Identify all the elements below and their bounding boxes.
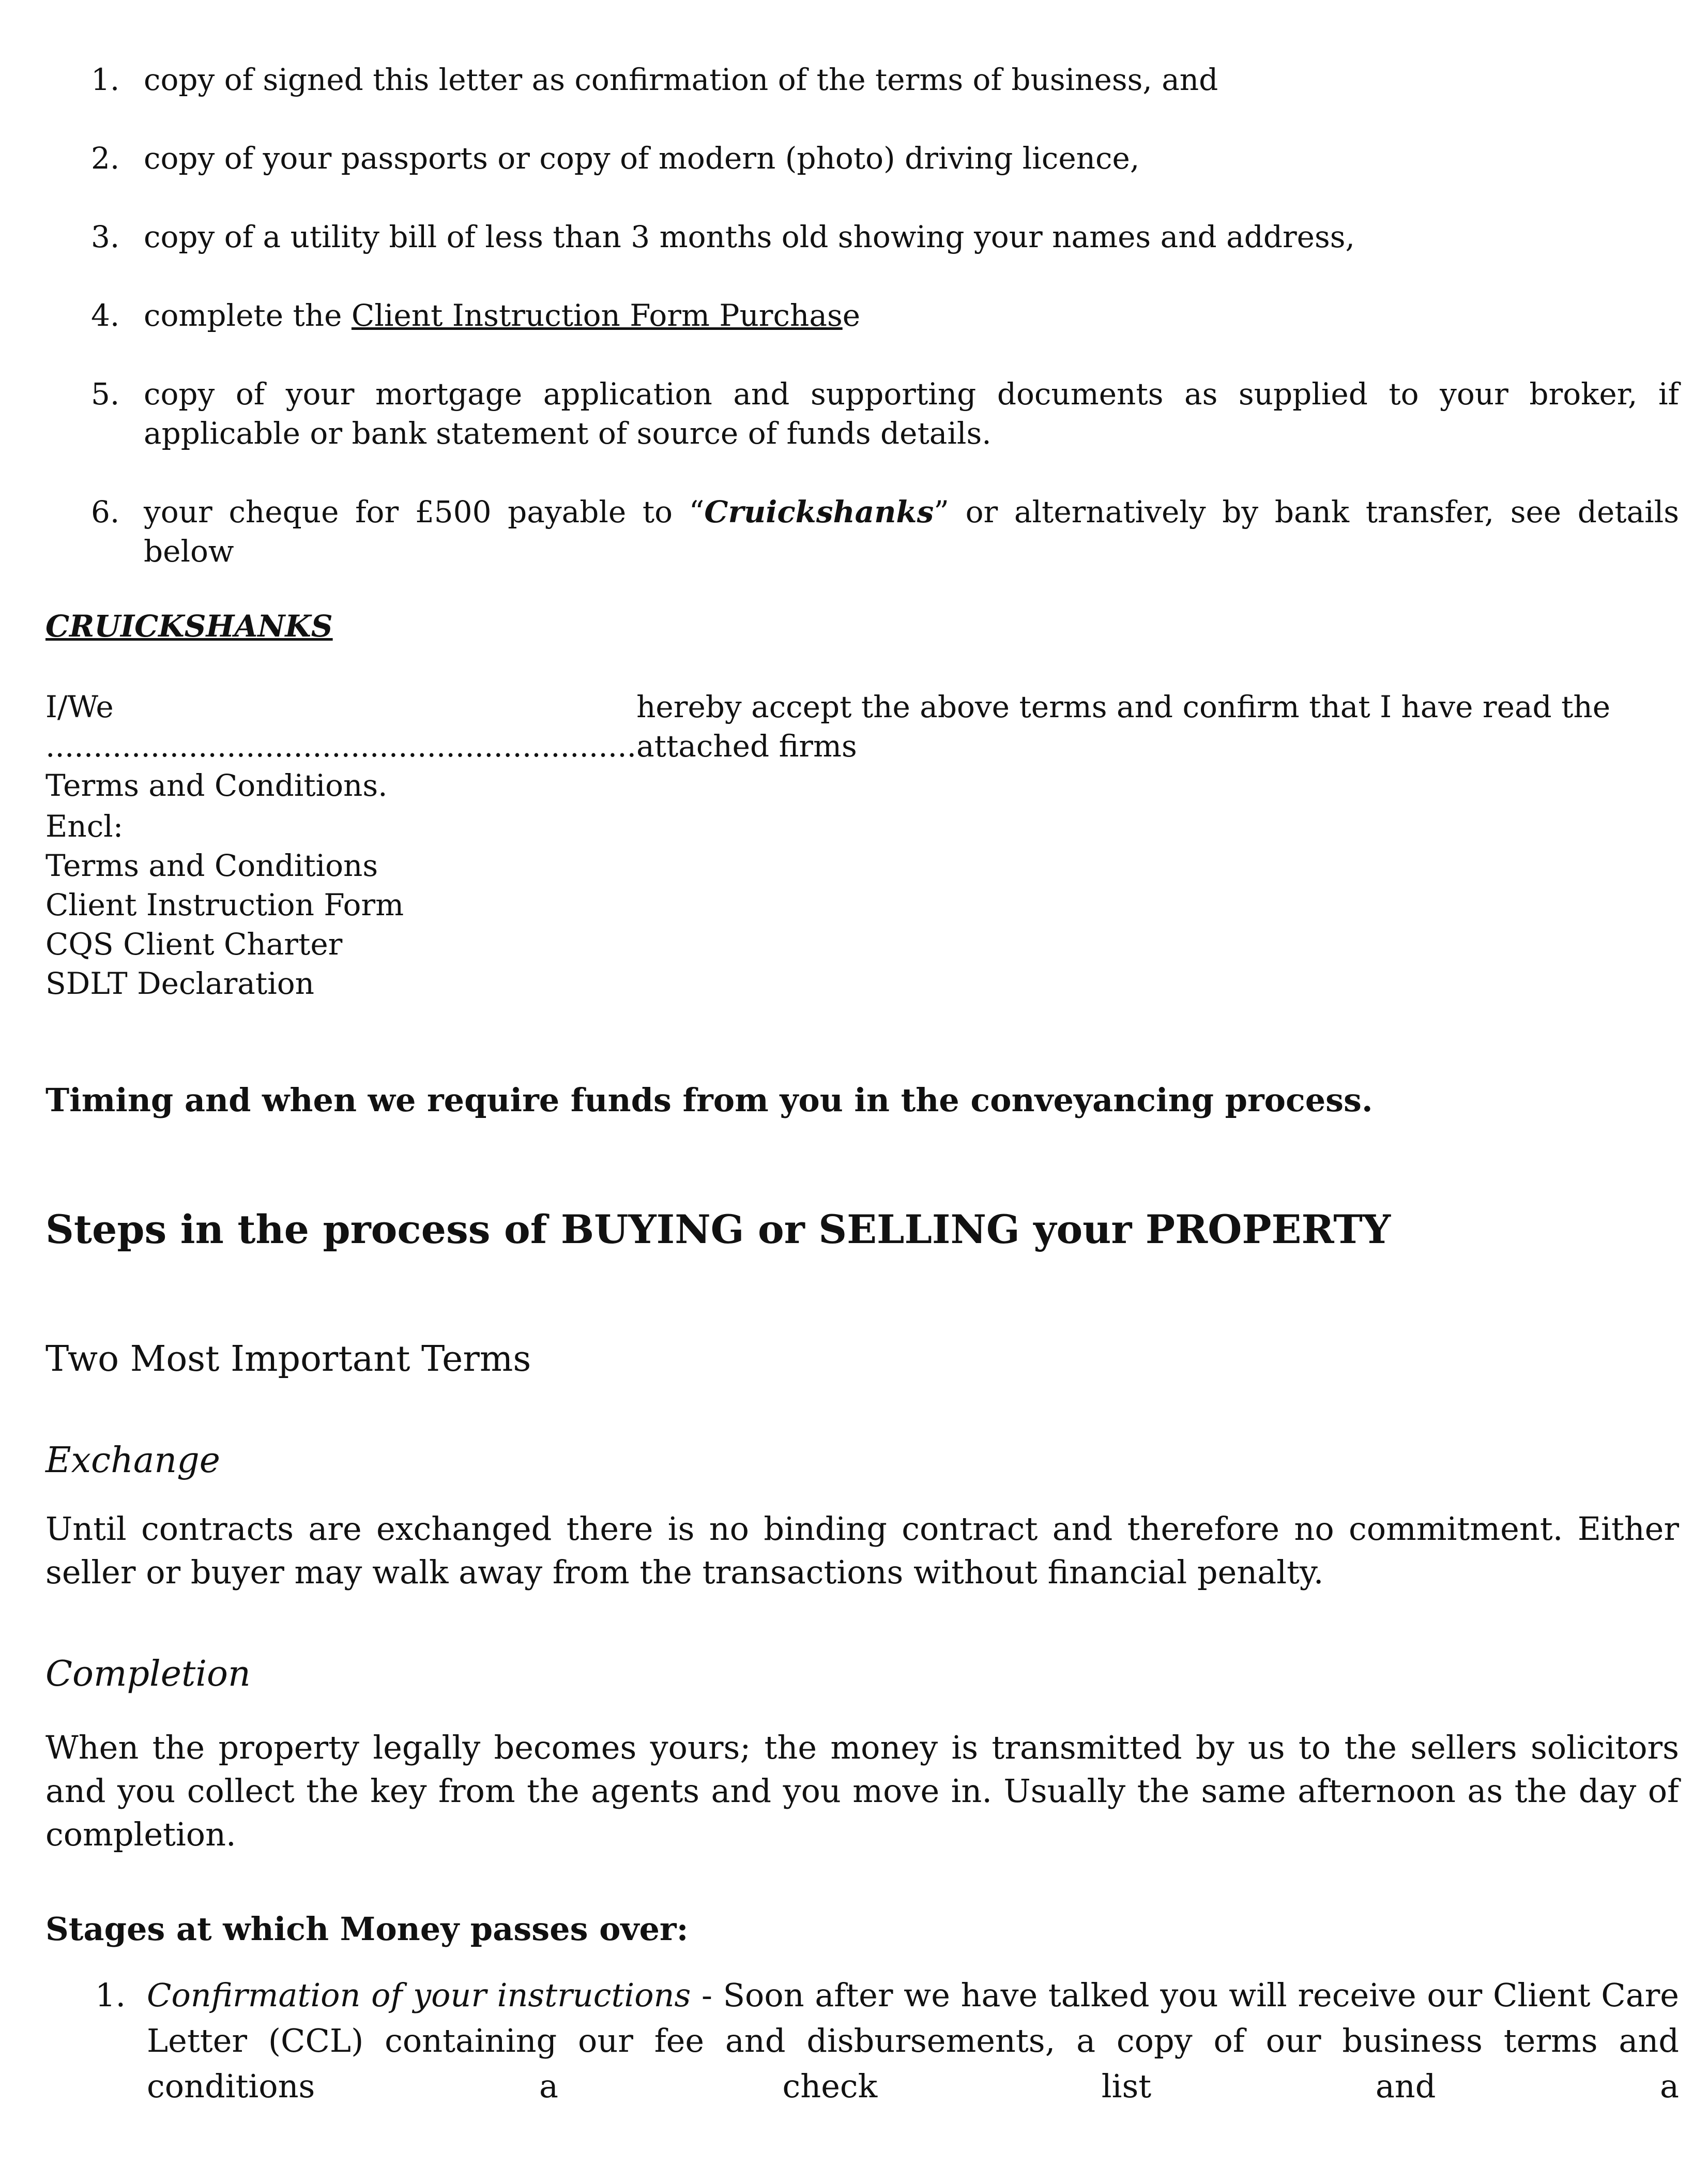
completion-heading: Completion xyxy=(45,1654,251,1694)
client-instruction-form-link[interactable]: Client Instruction Form Purchas xyxy=(351,298,843,333)
list-text: copy of a utility bill of less than 3 months old showing your names and address, xyxy=(144,219,1355,254)
list-text xyxy=(144,296,1679,335)
stage-number: 1. xyxy=(95,1976,126,2014)
list-text-suffix: e xyxy=(842,298,861,333)
enclosures xyxy=(45,807,404,1003)
list-text: copy of your passports or copy of modern (photo) driving licence, xyxy=(144,141,1140,176)
stage-title: Confirmation of your instructions xyxy=(147,1976,691,2014)
list-number: 1. xyxy=(91,62,120,97)
acceptance-statement xyxy=(45,687,1679,805)
stage-description: - Soon after we have talked you will receive our Client Care Letter (CCL) containing our fee and disbursements, a copy of our business terms and conditions a check list and a xyxy=(147,1976,1679,2105)
firm-name-emphasis: Cruickshanks xyxy=(704,494,934,529)
stages-heading: Stages at which Money passes over: xyxy=(45,1910,689,1948)
list-text-prefix: complete the xyxy=(144,298,352,333)
list-text-suffix: ” or alternatively by bank transfer, see details below xyxy=(144,494,1679,569)
list-number: 6. xyxy=(91,494,120,529)
stage-text xyxy=(147,1973,1679,2109)
acceptance-text-continued: Terms and Conditions. xyxy=(45,768,388,803)
list-text: copy of signed this letter as confirmation of the terms of business, and xyxy=(144,62,1218,97)
enclosure-item: Client Instruction Form xyxy=(45,887,404,922)
acceptance-text: hereby accept the above terms and confirm that I have read the attached firms xyxy=(636,689,1611,764)
enclosure-item: SDLT Declaration xyxy=(45,966,315,1001)
list-number: 4. xyxy=(91,298,120,333)
timing-heading: Timing and when we require funds from you in the conveyancing process. xyxy=(45,1081,1373,1119)
steps-heading: Steps in the process of BUYING or SELLING your PROPERTY xyxy=(45,1206,1391,1252)
exchange-paragraph: Until contracts are exchanged there is no binding contract and therefore no commitment. Either seller or buyer may walk away from the transactions without financial penalty. xyxy=(45,1510,1679,1591)
exchange-heading: Exchange xyxy=(45,1440,220,1481)
enclosures-label: Encl: xyxy=(45,809,124,844)
list-text: copy of your mortgage application and supporting documents as supplied to your broker, if applicable or bank statement of source of funds details. xyxy=(144,376,1679,451)
enclosure-item: Terms and Conditions xyxy=(45,848,378,883)
list-text xyxy=(144,492,1679,571)
list-number: 5. xyxy=(91,376,120,412)
acceptance-signature-line: I/We .............................................................. xyxy=(45,689,637,764)
list-number: 2. xyxy=(91,141,120,176)
list-text-prefix: your cheque for £500 payable to “ xyxy=(144,494,705,529)
terms-heading: Two Most Important Terms xyxy=(45,1339,531,1380)
completion-paragraph: When the property legally becomes yours; the money is transmitted by us to the sellers solicitors and you collect the key from the agents and you move in. Usually the same afternoon as the day of completion. xyxy=(45,1729,1679,1853)
enclosure-item: CQS Client Charter xyxy=(45,927,343,962)
firm-name: CRUICKSHANKS xyxy=(45,609,333,644)
list-number: 3. xyxy=(91,219,120,254)
